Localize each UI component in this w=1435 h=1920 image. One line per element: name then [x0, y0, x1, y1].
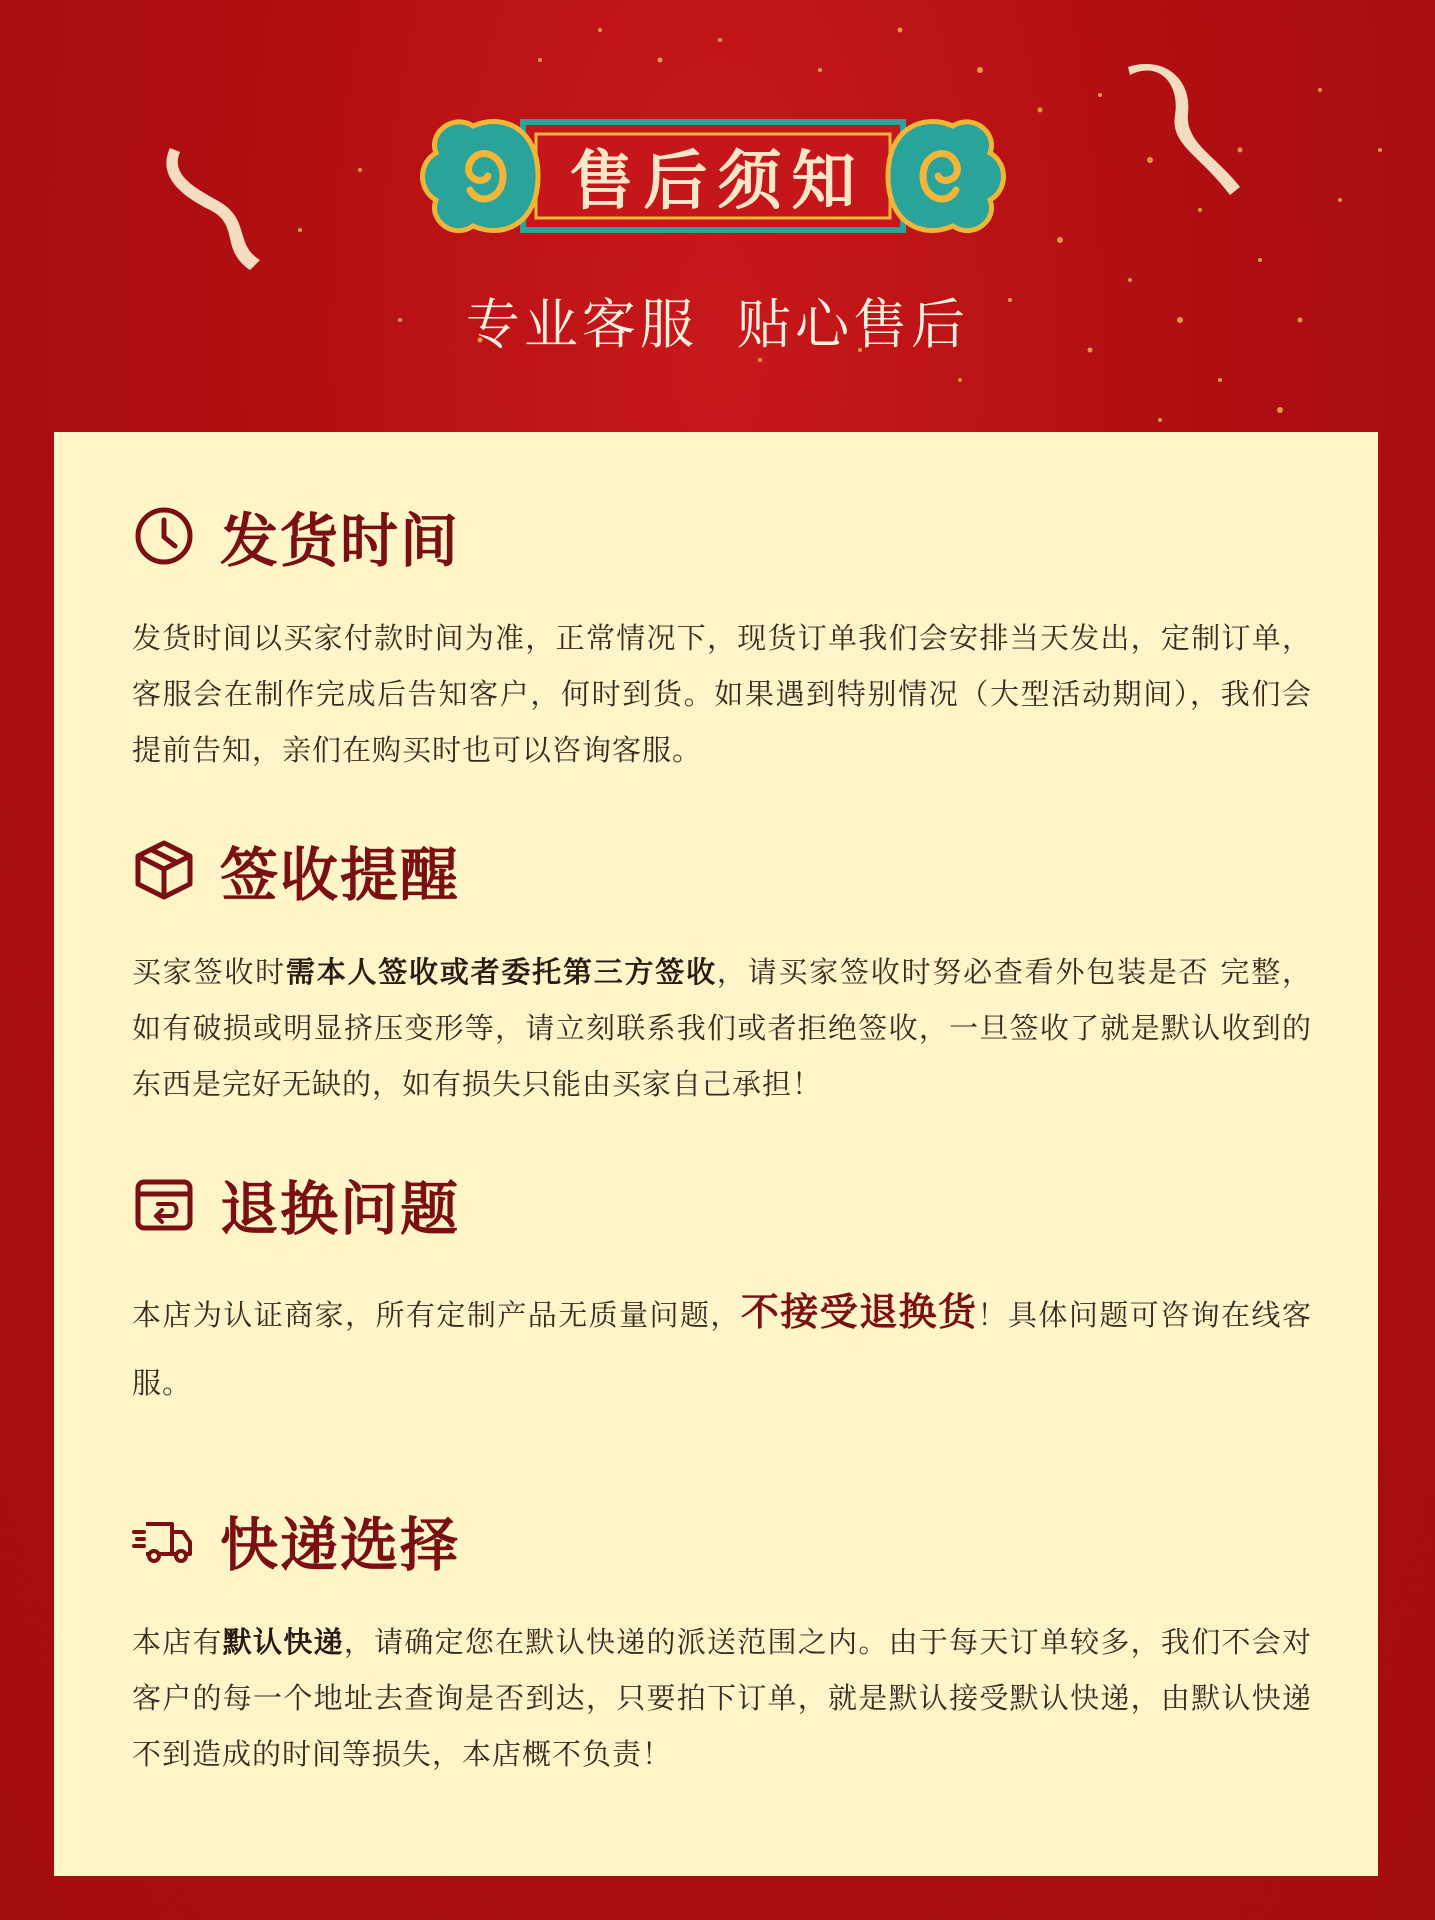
box-icon [132, 838, 196, 902]
content-card [54, 432, 1378, 1876]
section-header [132, 1164, 1312, 1244]
body-emphasis: 默认快递 [222, 1625, 344, 1659]
section-returns [132, 1164, 1312, 1417]
body-text: 买家签收时 [132, 955, 286, 989]
body-emphasis: 不接受退换货 [740, 1290, 978, 1334]
section-header [132, 1500, 1312, 1580]
section-body [132, 1614, 1312, 1782]
banner-title: 售后须知 [569, 144, 866, 219]
section-title: 快递选择 [220, 1511, 461, 1579]
section-title: 签收提醒 [220, 841, 461, 909]
body-text: ，请买家签收时努必查看外包装是否 完整，如有破损或明显挤压变形等，请立刻联系我们或者拒绝签收，一旦签收了就是默认收到的东西是完好无缺的，如有损失只能由买家自己承担！ [132, 955, 1312, 1101]
body-emphasis: 需本人签收或者委托第三方签收 [285, 955, 717, 989]
section-shipping-time [132, 496, 1312, 778]
section-receipt-reminder [132, 830, 1312, 1112]
section-title: 发货时间 [220, 507, 461, 575]
section-courier [132, 1500, 1312, 1782]
section-body [132, 1278, 1312, 1417]
left-cloud-ornament [423, 122, 539, 231]
section-body: 发货时间以买家付款时间为准，正常情况下，现货订单我们会安排当天发出，定制订单，客服会在制作完成后告知客户，何时到货。如果遇到特别情况（大型活动期间），我们会提前告知，亲们在购买时也可以咨询客服。 [132, 621, 1312, 767]
body-text: 本店有 [132, 1625, 223, 1659]
section-body [132, 944, 1312, 1112]
body-text: ！具体问题可咨询在线客服。 [132, 1298, 1312, 1400]
body-text: ，请确定您在默认快递的派送范围之内。由于每天订单较多，我们不会对客户的每一个地址去查询是否到达，只要拍下订单，就是默认接受默认快递，由默认快递不到造成的时间等损失，本店概不负责！ [132, 1625, 1312, 1771]
section-header [132, 496, 1312, 576]
ribbon-right-decoration [1120, 55, 1260, 205]
section-title: 退换问题 [220, 1175, 461, 1243]
delivery-truck-icon [132, 1508, 196, 1572]
section-header [132, 830, 1312, 910]
ribbon-left-decoration [150, 140, 290, 290]
return-box-icon [132, 1172, 196, 1236]
clock-icon [132, 504, 196, 568]
page-subtitle: 专业客服 贴心售后 [465, 293, 970, 356]
body-text: 本店为认证商家，所有定制产品无质量问题， [132, 1298, 741, 1332]
